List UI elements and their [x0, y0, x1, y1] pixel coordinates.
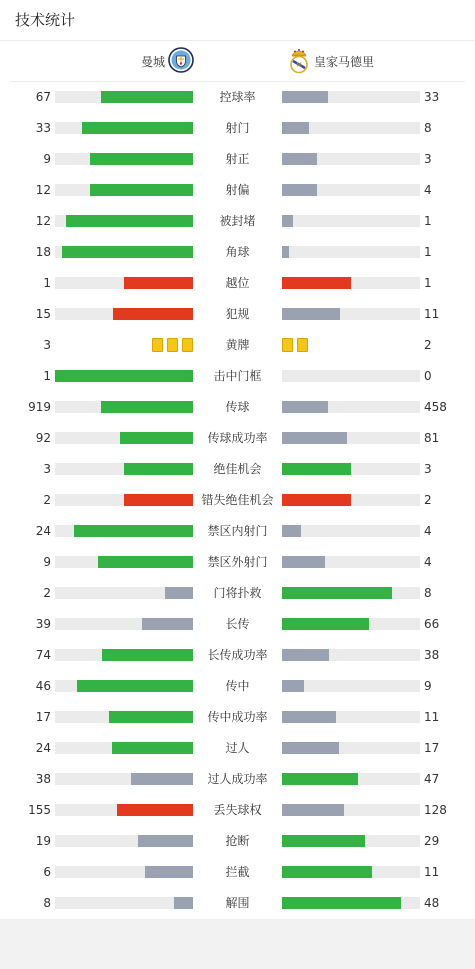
stat-label: 击中门框: [213, 369, 262, 383]
home-stat-value: 8: [43, 896, 51, 910]
away-stat-value: 4: [424, 183, 432, 197]
yellow-card-icon: [152, 338, 163, 352]
away-stat-value: 3: [424, 152, 432, 166]
home-stat-value: 1: [43, 276, 51, 290]
away-stat-bar-fill: [282, 587, 392, 599]
svg-text:M: M: [296, 60, 302, 69]
away-yellow-cards: [282, 338, 308, 352]
away-stat-value: 11: [424, 710, 440, 724]
home-stat-bar: [55, 556, 193, 568]
away-stat-bar-fill: [282, 618, 369, 630]
away-stat-bar: [282, 432, 420, 444]
away-stat-bar-fill: [282, 215, 293, 227]
away-stat-value: 4: [424, 524, 432, 538]
home-stat-bar: [55, 215, 193, 227]
home-team[interactable]: [141, 47, 194, 75]
away-stat-value: 38: [424, 648, 440, 662]
away-stat-bar-fill: [282, 804, 344, 816]
stat-label: 错失绝佳机会: [201, 493, 274, 507]
home-stat-value: 12: [35, 183, 51, 197]
home-stat-value: 1: [43, 369, 51, 383]
away-stat-value: 458: [424, 400, 447, 414]
away-stat-value: 11: [424, 865, 440, 879]
home-stat-value: 17: [35, 710, 51, 724]
home-stat-value: 74: [35, 648, 51, 662]
home-stat-bar: [55, 711, 193, 723]
stat-label: 传球成功率: [207, 431, 268, 445]
stat-label: 传中: [225, 679, 250, 693]
away-stat-bar-fill: [282, 401, 328, 413]
stat-row: [0, 795, 475, 826]
home-stat-value: 3: [43, 338, 51, 352]
away-stat-bar: [282, 370, 420, 382]
home-stat-bar: [55, 277, 193, 289]
away-stat-bar: [282, 153, 420, 165]
home-stat-bar-fill: [124, 494, 193, 506]
stat-label: 过人: [225, 741, 250, 755]
away-stat-value: 1: [424, 214, 432, 228]
away-stat-bar: [282, 401, 420, 413]
home-stat-bar-fill: [112, 742, 193, 754]
home-stat-value: 2: [43, 586, 51, 600]
manchester-city-crest-icon: [168, 47, 194, 76]
home-stat-value: 24: [35, 741, 51, 755]
away-stat-value: 66: [424, 617, 440, 631]
away-stat-value: 8: [424, 586, 432, 600]
home-stat-value: 12: [35, 214, 51, 228]
away-stat-value: 128: [424, 803, 447, 817]
stat-label: 犯规: [225, 307, 250, 321]
away-stat-value: 81: [424, 431, 440, 445]
away-stat-bar: [282, 122, 420, 134]
stat-label: 长传: [225, 617, 250, 631]
stat-label: 传中成功率: [207, 710, 268, 724]
away-stat-bar-fill: [282, 246, 289, 258]
away-stat-value: 1: [424, 276, 432, 290]
stat-row: [0, 578, 475, 609]
away-stat-bar: [282, 804, 420, 816]
away-stat-bar-fill: [282, 649, 329, 661]
away-stat-bar-fill: [282, 835, 365, 847]
stat-row: [0, 671, 475, 702]
stat-row: [0, 547, 475, 578]
stat-label: 拦截: [225, 865, 250, 879]
away-stat-value: 2: [424, 338, 432, 352]
home-stat-bar-fill: [101, 91, 193, 103]
away-stat-value: 1: [424, 245, 432, 259]
away-stat-value: 2: [424, 493, 432, 507]
away-stat-bar: [282, 463, 420, 475]
stat-row: [0, 702, 475, 733]
away-stat-bar: [282, 618, 420, 630]
divider: [0, 40, 475, 41]
stat-row: [0, 268, 475, 299]
stat-label: 越位: [225, 276, 250, 290]
away-team[interactable]: [288, 47, 374, 75]
home-stat-bar: [55, 742, 193, 754]
stat-row: [0, 144, 475, 175]
home-stat-bar-fill: [74, 525, 193, 537]
stat-label: 抢断: [225, 834, 250, 848]
stat-row: [0, 175, 475, 206]
away-stat-bar-fill: [282, 680, 304, 692]
stat-label: 丢失球权: [213, 803, 262, 817]
home-stat-bar: [55, 370, 193, 382]
home-stat-bar-fill: [124, 277, 193, 289]
home-stat-bar-fill: [90, 153, 194, 165]
home-stat-bar: [55, 432, 193, 444]
yellow-card-icon: [182, 338, 193, 352]
stat-row: [0, 237, 475, 268]
home-stat-value: 67: [35, 90, 51, 104]
stat-label: 禁区外射门: [207, 555, 268, 569]
stat-label: 黄牌: [225, 338, 250, 352]
stat-row: [0, 826, 475, 857]
stat-label: 射门: [225, 121, 250, 135]
stat-row: [0, 609, 475, 640]
home-stat-bar: [55, 525, 193, 537]
away-stat-bar: [282, 277, 420, 289]
stat-row: [0, 82, 475, 113]
home-stat-value: 39: [35, 617, 51, 631]
home-yellow-cards: [152, 338, 193, 352]
away-stat-value: 29: [424, 834, 440, 848]
home-stat-bar: [55, 897, 193, 909]
home-stat-bar-fill: [101, 401, 193, 413]
home-stat-bar: [55, 587, 193, 599]
stat-row: [0, 640, 475, 671]
home-stat-bar-fill: [66, 215, 193, 227]
away-stat-bar-fill: [282, 494, 351, 506]
home-stat-bar: [55, 463, 193, 475]
home-stat-bar: [55, 401, 193, 413]
away-stat-bar: [282, 866, 420, 878]
away-stat-bar: [282, 525, 420, 537]
away-stat-bar-fill: [282, 153, 317, 165]
stat-row: [0, 392, 475, 423]
away-stat-value: 3: [424, 462, 432, 476]
home-stat-bar-fill: [124, 463, 193, 475]
home-stat-bar-fill: [82, 122, 193, 134]
stat-label: 射正: [225, 152, 250, 166]
away-stat-bar-fill: [282, 773, 358, 785]
home-stat-bar: [55, 835, 193, 847]
stats-list: [0, 82, 475, 919]
yellow-card-icon: [297, 338, 308, 352]
away-stat-bar-fill: [282, 556, 325, 568]
home-stat-bar-fill: [55, 370, 193, 382]
stat-row: [0, 454, 475, 485]
home-stat-bar-fill: [138, 835, 193, 847]
away-stat-bar: [282, 246, 420, 258]
away-stat-value: 9: [424, 679, 432, 693]
stat-label: 门将扑救: [213, 586, 262, 600]
home-stat-bar-fill: [165, 587, 193, 599]
stat-label: 被封堵: [219, 214, 256, 228]
home-stat-bar: [55, 649, 193, 661]
stat-label: 过人成功率: [207, 772, 268, 786]
stat-label: 禁区内射门: [207, 524, 268, 538]
home-stat-bar-fill: [145, 866, 193, 878]
yellow-card-icon: [282, 338, 293, 352]
stat-row: [0, 113, 475, 144]
stat-label: 角球: [225, 245, 250, 259]
home-stat-value: 6: [43, 865, 51, 879]
away-stat-bar: [282, 494, 420, 506]
away-stat-bar: [282, 184, 420, 196]
home-stat-value: 919: [28, 400, 51, 414]
away-stat-bar: [282, 773, 420, 785]
stat-row: [0, 299, 475, 330]
home-stat-bar-fill: [102, 649, 193, 661]
away-stat-bar: [282, 835, 420, 847]
home-stat-bar-fill: [62, 246, 193, 258]
home-stat-value: 15: [35, 307, 51, 321]
away-stat-value: 8: [424, 121, 432, 135]
stat-row: [0, 485, 475, 516]
home-stat-bar-fill: [174, 897, 193, 909]
home-stat-value: 2: [43, 493, 51, 507]
stat-row: [0, 206, 475, 237]
section-title: 技术统计: [15, 11, 76, 29]
stat-row: [0, 733, 475, 764]
away-stat-bar-fill: [282, 463, 351, 475]
home-stat-value: 46: [35, 679, 51, 693]
away-stat-bar: [282, 215, 420, 227]
away-stat-bar-fill: [282, 525, 301, 537]
home-stat-bar: [55, 153, 193, 165]
home-stat-bar: [55, 618, 193, 630]
away-stat-bar-fill: [282, 122, 309, 134]
away-stat-value: 33: [424, 90, 440, 104]
away-stat-bar-fill: [282, 711, 336, 723]
home-stat-bar-fill: [131, 773, 193, 785]
home-stat-bar: [55, 804, 193, 816]
home-stat-bar-fill: [90, 184, 194, 196]
away-stat-value: 17: [424, 741, 440, 755]
home-stat-value: 9: [43, 152, 51, 166]
home-stat-bar-fill: [113, 308, 193, 320]
away-stat-bar-fill: [282, 91, 328, 103]
away-stat-bar-fill: [282, 277, 351, 289]
away-stat-bar-fill: [282, 432, 347, 444]
stat-label: 传球: [225, 400, 250, 414]
home-stat-value: 18: [35, 245, 51, 259]
away-stat-bar-fill: [282, 184, 317, 196]
stat-row: [0, 764, 475, 795]
home-stat-value: 19: [35, 834, 51, 848]
home-stat-value: 3: [43, 462, 51, 476]
away-team-name: 皇家马德里: [314, 54, 375, 69]
home-stat-bar-fill: [142, 618, 193, 630]
stat-label: 解围: [225, 896, 250, 910]
away-stat-bar-fill: [282, 308, 340, 320]
yellow-card-icon: [167, 338, 178, 352]
stat-row: [0, 423, 475, 454]
stat-row: [0, 857, 475, 888]
away-stat-bar: [282, 587, 420, 599]
real-madrid-crest-icon: [288, 46, 310, 77]
home-stat-value: 38: [35, 772, 51, 786]
away-stat-bar: [282, 308, 420, 320]
home-stat-bar: [55, 246, 193, 258]
away-stat-bar: [282, 680, 420, 692]
away-stat-bar-fill: [282, 897, 401, 909]
home-stat-bar-fill: [77, 680, 193, 692]
home-stat-bar-fill: [120, 432, 193, 444]
away-stat-bar: [282, 711, 420, 723]
away-stat-value: 47: [424, 772, 440, 786]
home-team-name: 曼城: [140, 54, 165, 69]
away-stat-bar: [282, 91, 420, 103]
stat-label: 绝佳机会: [213, 462, 262, 476]
away-stat-bar-fill: [282, 742, 339, 754]
home-stat-bar: [55, 680, 193, 692]
away-stat-bar: [282, 649, 420, 661]
home-stat-bar: [55, 866, 193, 878]
away-stat-bar-fill: [282, 866, 372, 878]
stat-label: 控球率: [219, 90, 256, 104]
away-stat-value: 0: [424, 369, 432, 383]
home-stat-value: 155: [28, 803, 51, 817]
home-stat-bar-fill: [109, 711, 193, 723]
home-stat-bar: [55, 184, 193, 196]
home-stat-bar: [55, 494, 193, 506]
away-stat-bar: [282, 897, 420, 909]
home-stat-value: 33: [35, 121, 51, 135]
stat-row: [0, 516, 475, 547]
home-stat-bar-fill: [117, 804, 193, 816]
stat-row: [0, 888, 475, 919]
home-stat-value: 92: [35, 431, 51, 445]
away-stat-value: 11: [424, 307, 440, 321]
home-stat-bar: [55, 308, 193, 320]
away-stat-bar: [282, 556, 420, 568]
away-stat-value: 48: [424, 896, 440, 910]
home-stat-bar: [55, 773, 193, 785]
home-stat-value: 9: [43, 555, 51, 569]
home-stat-bar-fill: [98, 556, 193, 568]
stat-row: [0, 330, 475, 361]
stat-label: 射偏: [225, 183, 250, 197]
away-stat-bar: [282, 742, 420, 754]
home-stat-bar: [55, 122, 193, 134]
stat-row: [0, 361, 475, 392]
home-stat-value: 24: [35, 524, 51, 538]
home-stat-bar: [55, 91, 193, 103]
stat-label: 长传成功率: [207, 648, 268, 662]
away-stat-value: 4: [424, 555, 432, 569]
